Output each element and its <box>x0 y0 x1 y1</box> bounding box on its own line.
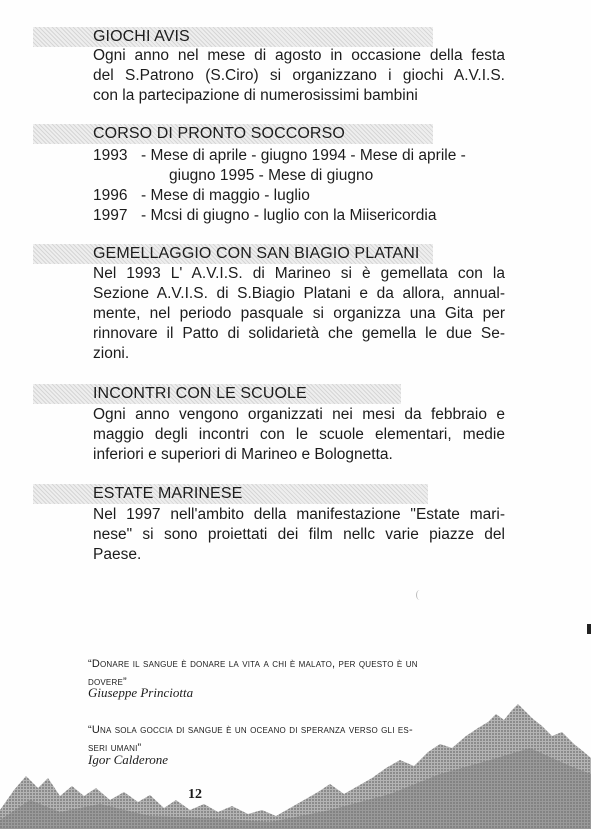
corso-entry-1997 <box>93 206 436 226</box>
heading-giochi: GIOCHI AVIS <box>93 28 190 45</box>
paragraph-line: Sezione A.V.I.S. di S.Biagio Platani e da allora, annual- <box>93 285 505 302</box>
quote-author-calderone: Igor Calderone <box>88 752 169 767</box>
quote-line: “Una sola goccia di sangue è un oceano di speranza verso gli es- <box>88 724 413 736</box>
paragraph-incontri <box>93 405 505 465</box>
paragraph-estate <box>93 505 505 565</box>
heading-corso: CORSO DI PRONTO SOCCORSO <box>93 125 345 142</box>
scan-edge-mark <box>587 624 591 634</box>
scan-speck <box>416 590 423 600</box>
entry-desc: - Mese di maggio - luglio <box>141 187 310 204</box>
paragraph-line: maggio degli incontri con le scuole elementari, medie <box>93 426 505 443</box>
quote-line: dovere” <box>88 676 127 688</box>
corso-entry-1993 <box>93 146 466 166</box>
paragraph-line: del S.Patrono (S.Ciro) si organizzano i giochi A.V.I.S. <box>93 67 505 84</box>
paragraph-line: Nel 1993 L' A.V.I.S. di Marineo si è gemellata con la <box>93 265 505 282</box>
paragraph-line: mente, nel periodo pasquale si organizza una Gita per <box>93 305 505 322</box>
quote-line: seri umani” <box>88 742 142 754</box>
entry-desc: - Mese di aprile - giugno 1994 - Mese di aprile - <box>141 147 466 164</box>
corso-entry-1996 <box>93 186 310 206</box>
paragraph-line: Ogni anno vengono organizzati nei mesi da febbraio e <box>93 406 505 423</box>
entry-desc: - Mcsi di giugno - luglio con la Miisericordia <box>141 207 437 224</box>
heading-incontri: INCONTRI CON LE SCUOLE <box>93 385 307 402</box>
paragraph-line: Ogni anno nel mese di agosto in occasione della festa <box>93 47 505 64</box>
paragraph-line: inferiori e superiori di Marineo e Bolognetta. <box>93 446 393 463</box>
paragraph-line: Nel 1997 nell'ambito della manifestazione "Estate mari- <box>93 506 505 523</box>
heading-gemellaggio: GEMELLAGGIO CON SAN BIAGIO PLATANI <box>93 245 420 262</box>
paragraph-line: rinnovare il Patto di solidarietà che gemella le due Se- <box>93 325 505 342</box>
paragraph-giochi <box>93 46 505 106</box>
paragraph-gemellaggio <box>93 264 505 364</box>
page-number: 12 <box>188 787 202 802</box>
heading-estate: ESTATE MARINESE <box>93 485 243 502</box>
paragraph-line: con la partecipazione di numerosissimi bambini <box>93 87 418 104</box>
corso-entry-1993-cont: giugno 1995 - Mese di giugno <box>169 167 374 184</box>
entry-year: 1996 <box>93 187 128 204</box>
paragraph-line: zioni. <box>93 345 130 362</box>
paragraph-line: nese" si sono proiettati dei film nellc varie piazze del <box>93 526 505 543</box>
entry-year: 1993 <box>93 147 128 164</box>
paragraph-line: Paese. <box>93 546 142 563</box>
quote-author-princiotta: Giuseppe Princiotta <box>88 685 194 700</box>
quote-line: “Donare il sangue è donare la vita a chi è malato, per questo è un <box>88 658 418 670</box>
entry-year: 1997 <box>93 207 128 224</box>
